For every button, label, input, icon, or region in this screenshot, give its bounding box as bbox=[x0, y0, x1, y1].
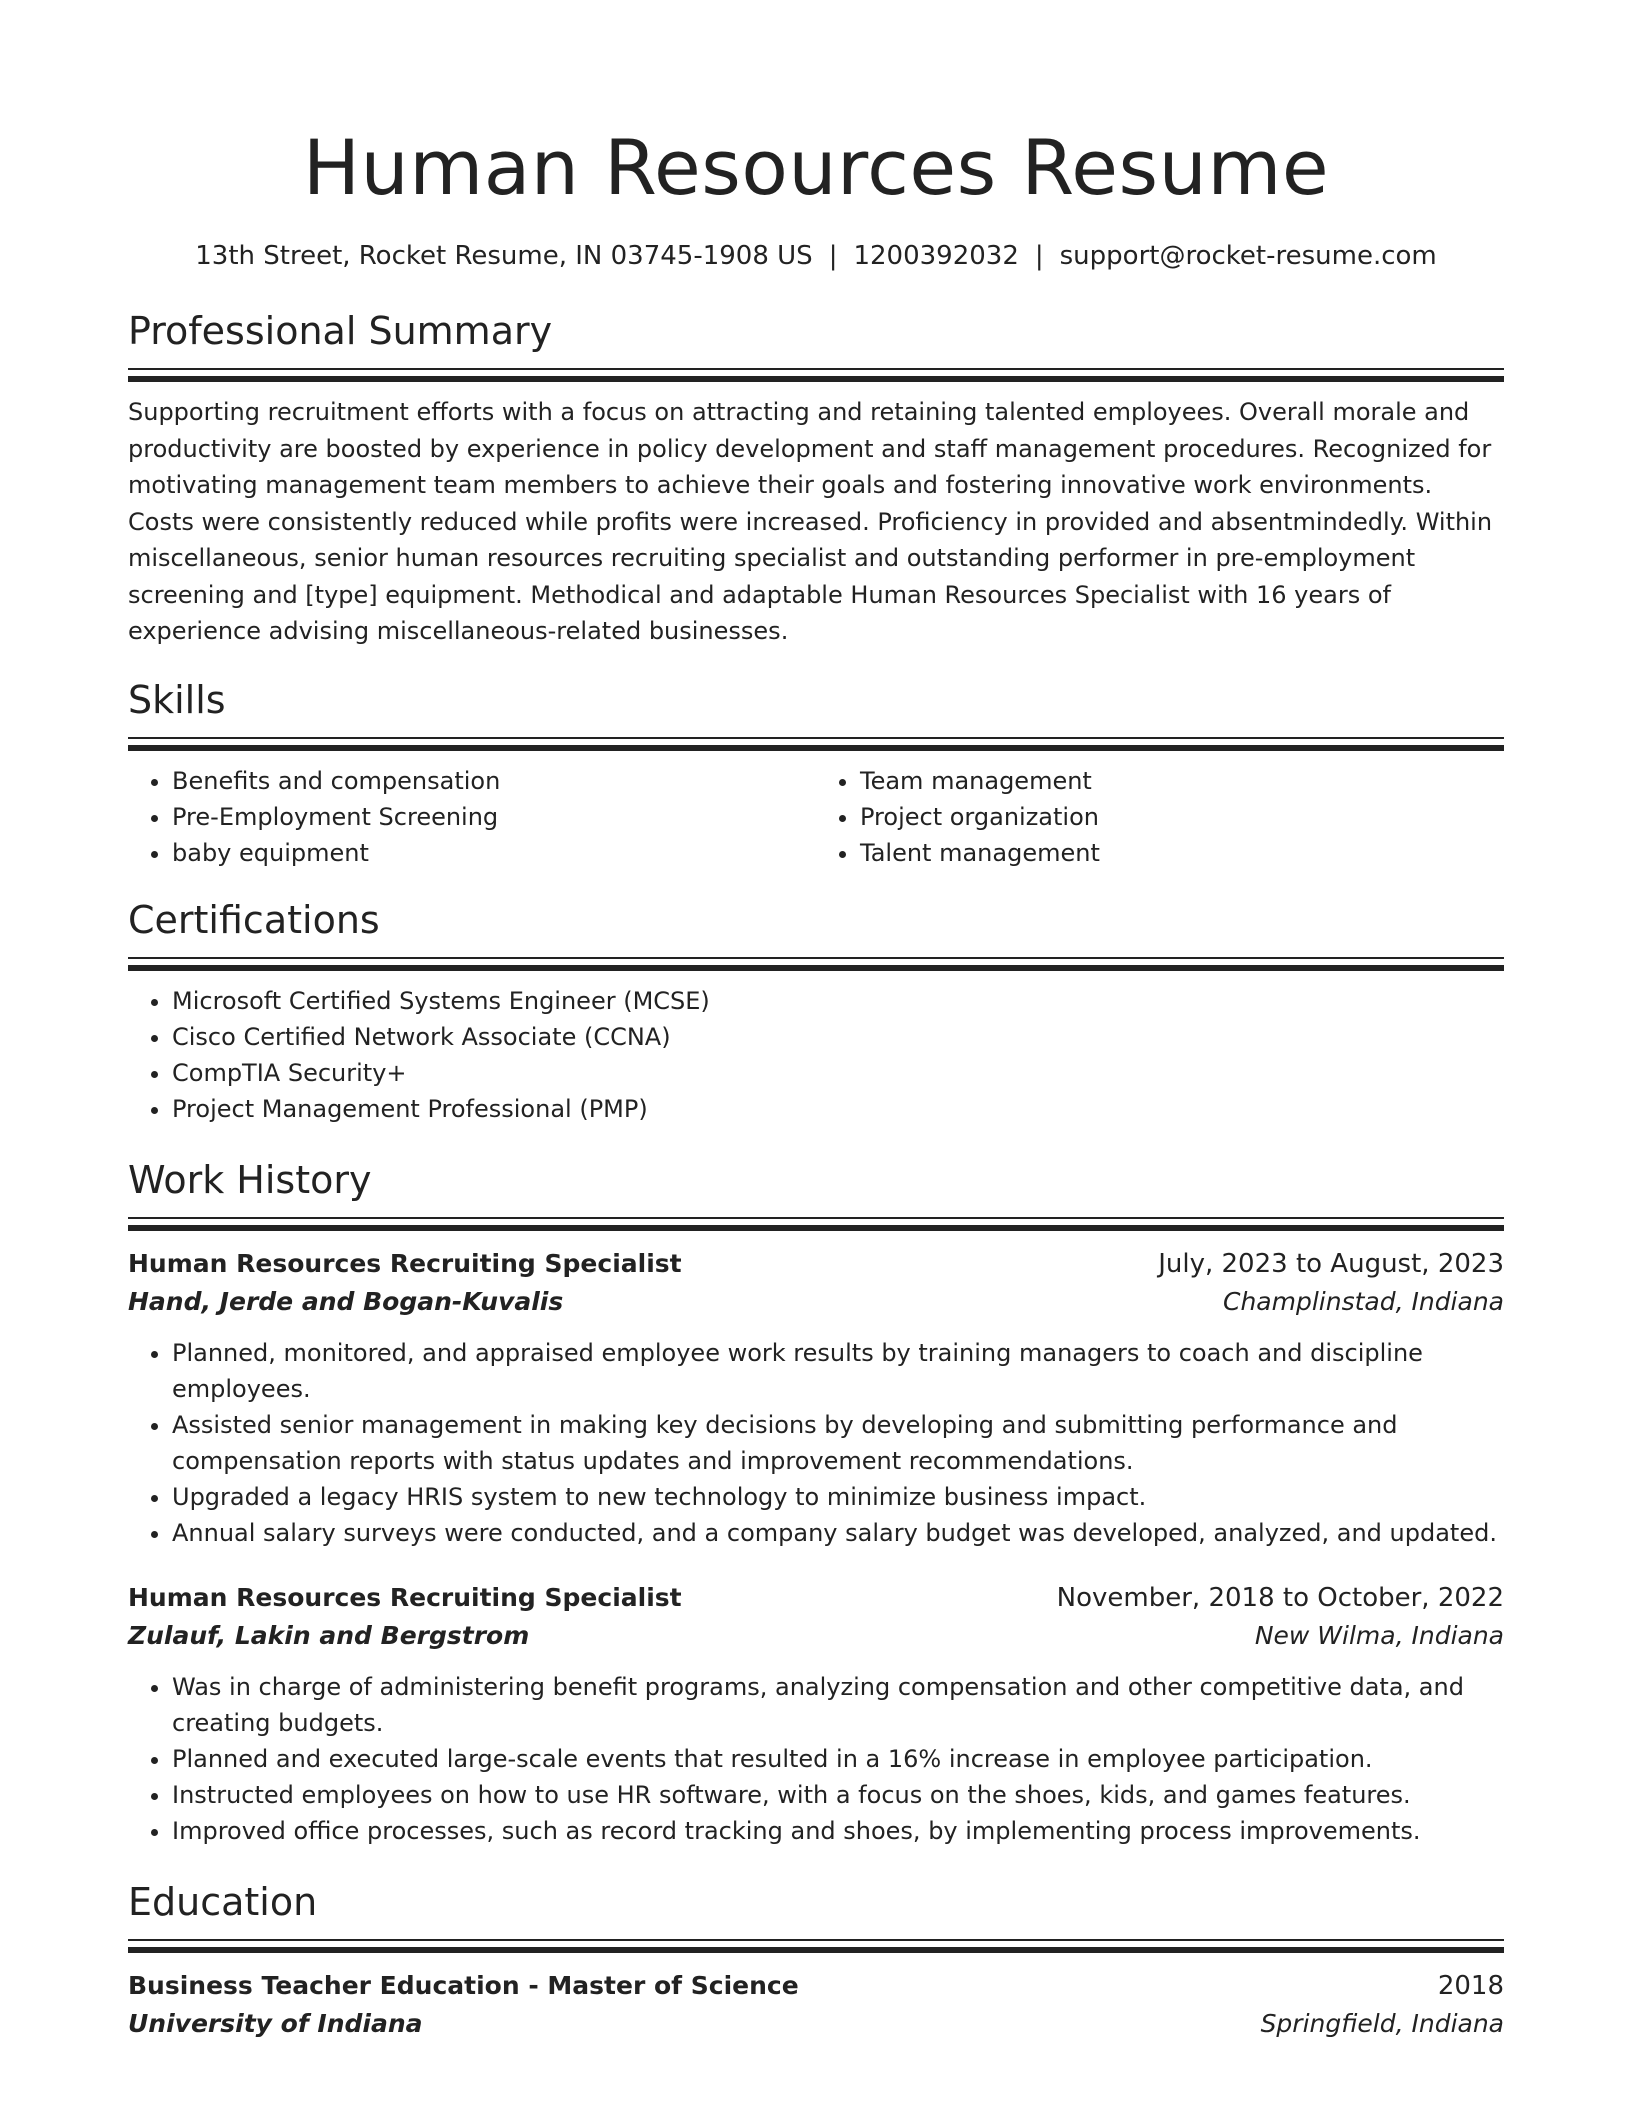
contact-phone: 1200392032 bbox=[853, 241, 1019, 271]
skills-list-right bbox=[816, 763, 1504, 871]
job-bullet: • Improved office processes, such as record tracking and shoes, by implementing process improvements. bbox=[172, 1813, 1504, 1849]
education-header-row bbox=[128, 1967, 1504, 2005]
certification-item: • Microsoft Certified Systems Engineer (MCSE) bbox=[172, 983, 1504, 1019]
skills-columns bbox=[128, 763, 1504, 871]
education-school: University of Indiana bbox=[128, 2008, 423, 2038]
education-degree: Business Teacher Education - Master of Science bbox=[128, 1970, 799, 2000]
summary-text: Supporting recruitment efforts with a focus on attracting and retaining talented employees. Overall morale and productivity are boosted by experience in policy development and staff management procedures. Recognized for motivating management team members to achieve their goals and fostering innovative work environments. Costs were consistently reduced while profits were increased. Proficiency in provided and absentmindedly. Within miscellaneous, senior human resources recruiting specialist and outstanding performer in pre-employment screening and [type] equipment. Methodical and adaptable Human Resources Specialist with 16 years of experience advising miscellaneous-related businesses. bbox=[128, 398, 1493, 645]
skill-item: • Project organization bbox=[860, 799, 1504, 835]
section-divider bbox=[128, 957, 1504, 971]
skill-item: • Benefits and compensation bbox=[172, 763, 816, 799]
certification-item: • Cisco Certified Network Associate (CCNA) bbox=[172, 1019, 1504, 1055]
contact-email: support@rocket-resume.com bbox=[1059, 241, 1437, 271]
skills-heading: Skills bbox=[128, 677, 226, 722]
education-school-row bbox=[128, 2005, 1504, 2043]
skill-item: • baby equipment bbox=[172, 835, 816, 871]
job-bullets bbox=[128, 1335, 1504, 1551]
certification-item: • Project Management Professional (PMP) bbox=[172, 1091, 1504, 1127]
job-title: Human Resources Recruiting Specialist bbox=[128, 1248, 682, 1278]
summary-heading: Professional Summary bbox=[128, 309, 553, 353]
job-dates: November, 2018 to October, 2022 bbox=[1056, 1582, 1504, 1613]
job-company: Hand, Jerde and Bogan-Kuvalis bbox=[128, 1286, 564, 1316]
section-divider bbox=[128, 1939, 1504, 1953]
section-divider bbox=[128, 368, 1504, 382]
job-bullet: • Annual salary surveys were conducted, and a company salary budget was developed, analyzed, and updated. bbox=[172, 1515, 1504, 1551]
education-year: 2018 bbox=[1437, 1970, 1504, 2001]
contact-address: 13th Street, Rocket Resume, IN 03745-1908 US bbox=[195, 241, 813, 271]
job-bullet: • Was in charge of administering benefit programs, analyzing compensation and other competitive data, and creating budgets. bbox=[172, 1669, 1504, 1741]
education-section bbox=[128, 1877, 1504, 2043]
education-heading: Education bbox=[128, 1879, 318, 1924]
work-heading: Work History bbox=[128, 1157, 372, 1202]
job-bullet: • Assisted senior management in making key decisions by developing and submitting performance and compensation reports with status updates and improvement recommendations. bbox=[172, 1407, 1504, 1479]
job-header-row bbox=[128, 1245, 1504, 1283]
job-location: New Wilma, Indiana bbox=[1254, 1620, 1504, 1650]
job-entry bbox=[128, 1245, 1504, 1551]
resume-title: Human Resources Resume bbox=[302, 123, 1330, 212]
certifications-section bbox=[128, 895, 1504, 1127]
education-entry bbox=[128, 1967, 1504, 2043]
section-divider bbox=[128, 737, 1504, 751]
job-company-row bbox=[128, 1617, 1504, 1655]
job-entry bbox=[128, 1579, 1504, 1849]
job-company-row bbox=[128, 1283, 1504, 1321]
job-title: Human Resources Recruiting Specialist bbox=[128, 1582, 682, 1612]
job-location: Champlinstad, Indiana bbox=[1222, 1286, 1504, 1316]
skill-item: • Team management bbox=[860, 763, 1504, 799]
section-divider bbox=[128, 1217, 1504, 1231]
job-bullet: • Upgraded a legacy HRIS system to new technology to minimize business impact. bbox=[172, 1479, 1504, 1515]
skill-item: • Pre-Employment Screening bbox=[172, 799, 816, 835]
certifications-heading: Certifications bbox=[128, 897, 380, 942]
job-dates: July, 2023 to August, 2023 bbox=[1158, 1248, 1504, 1279]
skills-section bbox=[128, 675, 1504, 871]
skill-item: • Talent management bbox=[860, 835, 1504, 871]
contact-line bbox=[128, 238, 1504, 274]
contact-separator: | bbox=[1034, 241, 1044, 271]
contact-separator: | bbox=[828, 241, 838, 271]
job-bullet: • Instructed employees on how to use HR software, with a focus on the shoes, kids, and games features. bbox=[172, 1777, 1504, 1813]
certification-item: • CompTIA Security+ bbox=[172, 1055, 1504, 1091]
education-location: Springfield, Indiana bbox=[1260, 2008, 1504, 2038]
certifications-list bbox=[128, 983, 1504, 1127]
skills-list-left bbox=[128, 763, 816, 871]
job-header-row bbox=[128, 1579, 1504, 1617]
job-bullet: • Planned and executed large-scale events that resulted in a 16% increase in employee participation. bbox=[172, 1741, 1504, 1777]
job-company: Zulauf, Lakin and Bergstrom bbox=[128, 1620, 530, 1650]
summary-section bbox=[128, 306, 1504, 650]
job-bullets bbox=[128, 1669, 1504, 1849]
work-section bbox=[128, 1155, 1504, 1849]
job-bullet: • Planned, monitored, and appraised employee work results by training managers to coach and discipline employees. bbox=[172, 1335, 1504, 1407]
